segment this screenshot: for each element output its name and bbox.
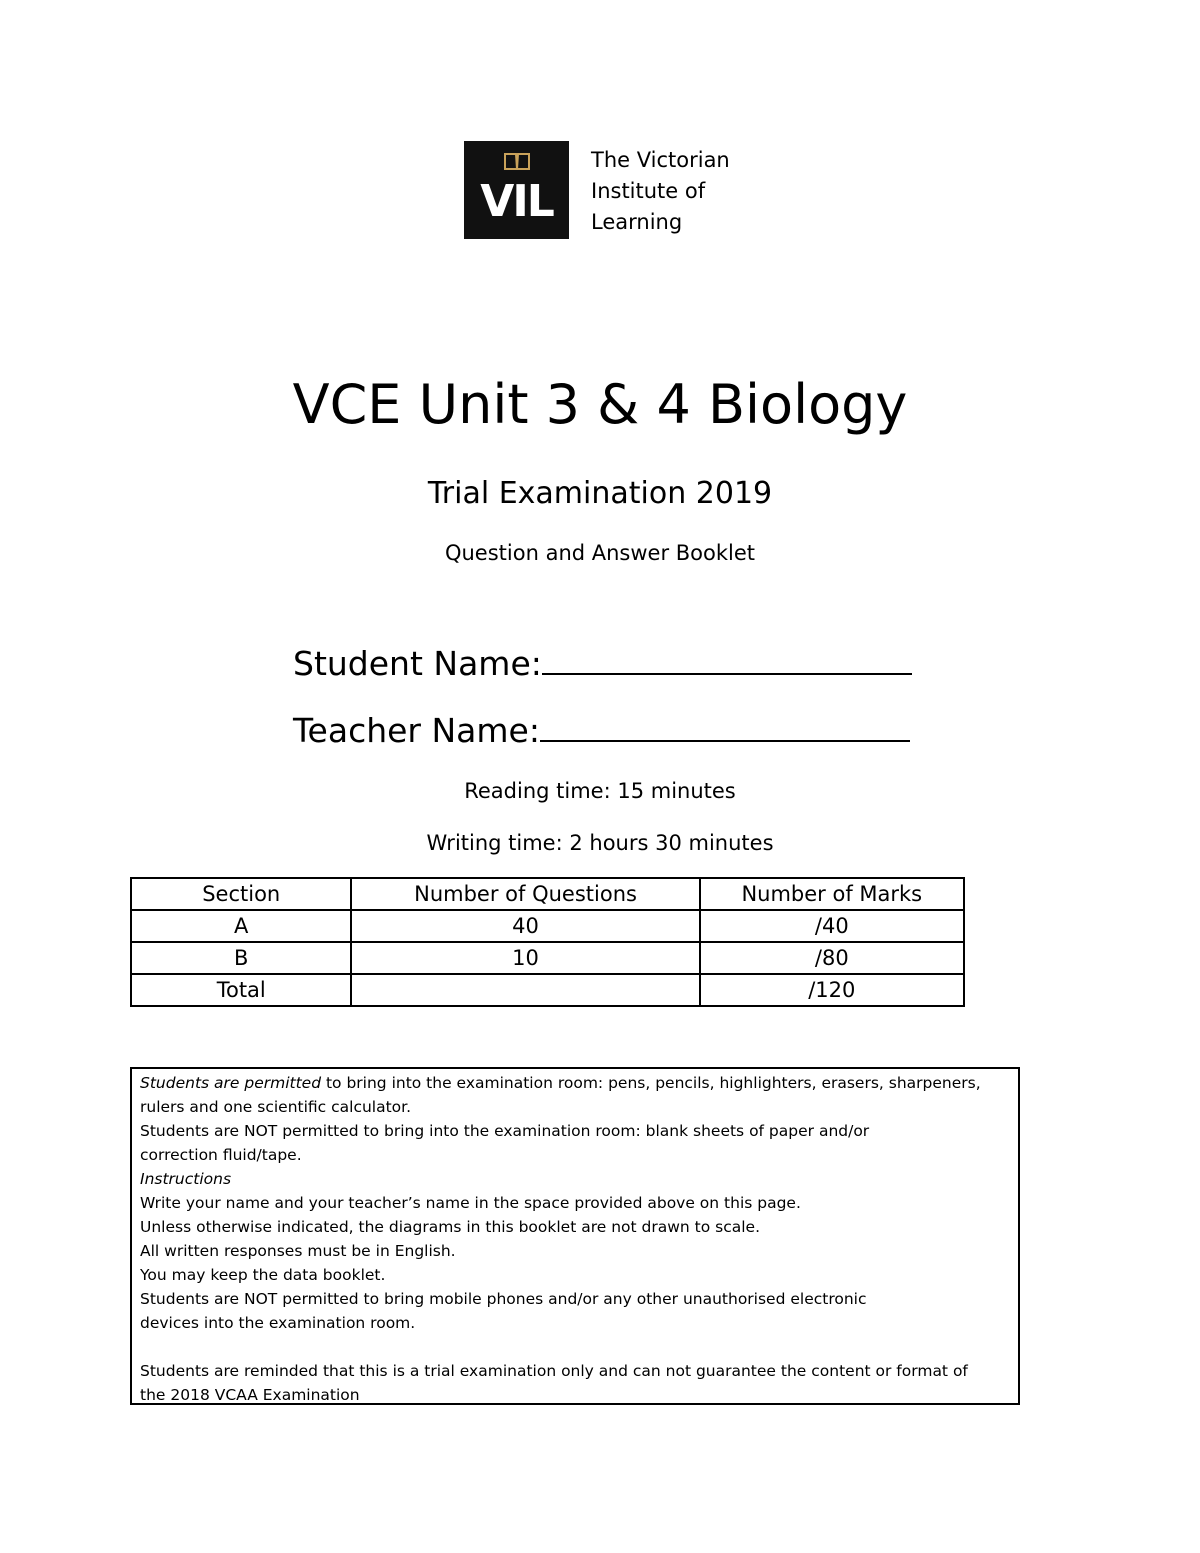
organisation-name	[591, 145, 730, 238]
table-cell: /120	[700, 974, 964, 1006]
table-header-row	[131, 878, 964, 910]
writing-time: Writing time: 2 hours 30 minutes	[426, 831, 774, 855]
notice-line: Students are reminded that this is a trial examination only and can not guarantee the content or format of	[140, 1362, 968, 1380]
page-title: VCE Unit 3 & 4 Biology	[292, 373, 908, 436]
table-row	[131, 942, 964, 974]
column-header: Number of Marks	[700, 878, 964, 910]
notice-line: All written responses must be in English.	[140, 1242, 456, 1260]
open-book-icon	[503, 151, 531, 171]
reading-time: Reading time: 15 minutes	[464, 779, 736, 803]
column-header: Section	[131, 878, 351, 910]
organisation-name-line: Learning	[591, 210, 683, 234]
table-cell: B	[131, 942, 351, 974]
permitted-rest: to bring into the examination room: pens, pencils, highlighters, erasers, sharpeners,	[321, 1074, 981, 1092]
teacher-name-field[interactable]	[293, 709, 910, 753]
table-cell	[351, 974, 699, 1006]
spacer	[140, 1335, 1010, 1359]
notice-line: Students are NOT permitted to bring into the examination room: blank sheets of paper and/or	[140, 1122, 870, 1140]
logo-letters: VIL	[480, 176, 553, 227]
teacher-name-blank[interactable]	[540, 710, 910, 742]
booklet-type: Question and Answer Booklet	[444, 541, 756, 565]
student-name-field[interactable]	[293, 642, 912, 686]
notice-line: rulers and one scientific calculator.	[140, 1098, 412, 1116]
column-header: Number of Questions	[351, 878, 699, 910]
instructions-heading	[140, 1167, 1010, 1191]
table-cell: A	[131, 910, 351, 942]
table-cell: /40	[700, 910, 964, 942]
organisation-name-line: The Victorian	[591, 148, 730, 172]
notice-line: Students are NOT permitted to bring mobile phones and/or any other unauthorised electronic	[140, 1290, 867, 1308]
table-cell: Total	[131, 974, 351, 1006]
permitted-lead: Students are permitted	[140, 1074, 322, 1092]
table-row	[131, 974, 964, 1006]
table-cell: 10	[351, 942, 699, 974]
notice-line: devices into the examination room.	[140, 1314, 416, 1332]
notice-line: the 2018 VCAA Examination	[140, 1386, 360, 1404]
notice-line	[140, 1071, 1010, 1095]
table-cell: 40	[351, 910, 699, 942]
table-row	[131, 910, 964, 942]
notice-line: correction fluid/tape.	[140, 1146, 302, 1164]
table-cell: /80	[700, 942, 964, 974]
notice-line: You may keep the data booklet.	[140, 1266, 386, 1284]
notice-line: Unless otherwise indicated, the diagrams in this booklet are not drawn to scale.	[140, 1218, 761, 1236]
exam-rules-box	[130, 1067, 1020, 1405]
notice-line: Write your name and your teacher’s name in the space provided above on this page.	[140, 1194, 801, 1212]
exam-subtitle: Trial Examination 2019	[427, 476, 773, 511]
teacher-name-label: Teacher Name:	[293, 711, 540, 750]
student-name-label: Student Name:	[293, 644, 542, 683]
organisation-name-line: Institute of	[591, 179, 706, 203]
instructions-heading-text: Instructions	[140, 1170, 232, 1188]
student-name-blank[interactable]	[542, 643, 912, 675]
marks-table	[130, 877, 965, 1007]
